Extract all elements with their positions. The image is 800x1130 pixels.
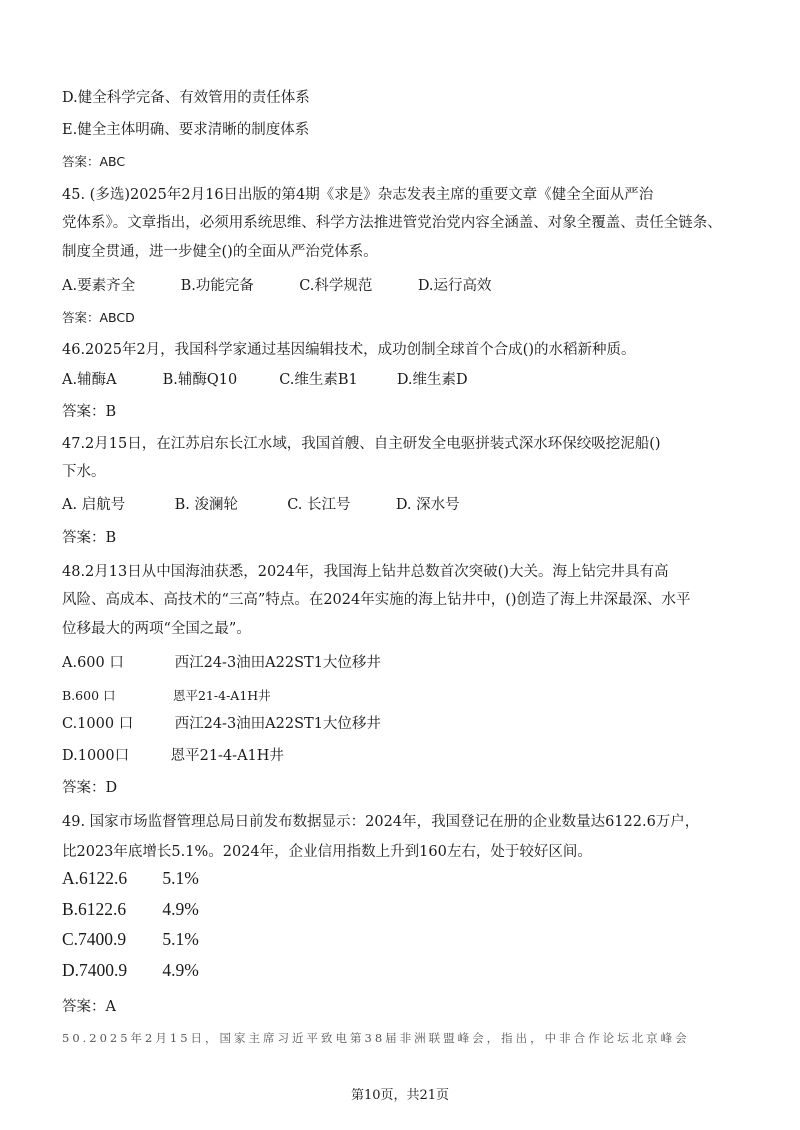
option-d-previous: D.健全科学完备、有效管用的责任体系: [62, 90, 310, 106]
option-b: B. 浚澜轮: [174, 497, 238, 513]
question-45-line2: 党体系》。文章指出，必须用系统思维、科学方法推进管党治党内容全涵盖、对象全覆盖、责任全链条、: [62, 215, 722, 231]
question-48-option-d: [62, 744, 284, 765]
option-d: D.维生素D: [396, 372, 468, 388]
option-a: A.辅酶A: [62, 372, 117, 388]
option-key: D.7400.9: [62, 960, 128, 980]
option-d: D. 深水号: [395, 497, 460, 513]
question-48-option-a: [62, 651, 381, 672]
question-45-line3: 制度全贯通，进一步健全()的全面从严治党体系。: [62, 244, 378, 260]
answer-45: 答案：ABCD: [62, 310, 135, 325]
option-c: C.维生素B1: [279, 372, 358, 388]
answer-44: 答案：ABC: [62, 154, 126, 169]
option-a: A.要素齐全: [62, 278, 136, 294]
option-b: B.功能完备: [180, 278, 254, 294]
option-key: B.600 口: [62, 688, 116, 703]
option-c: C. 长江号: [287, 497, 351, 513]
question-49-option-a: [62, 868, 199, 889]
option-key: A.600 口: [62, 655, 124, 671]
question-49-line1: 49. 国家市场监督管理总局日前发布数据显示：2024年，我国登记在册的企业数量达6122.6万户，: [62, 814, 700, 830]
question-50-line1: 50.2025年2月15日，国家主席习近平致电第38届非洲联盟峰会，指出，中非合作论坛北京峰会: [62, 1031, 690, 1045]
question-45-line1: 45. (多选)2025年2月16日出版的第4期《求是》杂志发表主席的重要文章《健全全面从严治: [62, 187, 654, 203]
option-a: A. 启航号: [62, 497, 126, 513]
question-47-line2: 下水。: [62, 464, 106, 480]
option-value: 5.1%: [162, 868, 199, 888]
question-46: 46.2025年2月，我国科学家通过基因编辑技术，成功创制全球首个合成()的水稻新种质。: [62, 342, 636, 358]
answer-48: 答案：D: [62, 780, 118, 796]
option-key: C.1000 口: [62, 716, 134, 732]
option-key: A.6122.6: [62, 868, 128, 888]
option-value: 恩平21-4-A1H井: [172, 688, 271, 703]
page-number-footer: 第10页，共21页: [350, 1088, 450, 1103]
option-value: 恩平21-4-A1H井: [170, 748, 284, 764]
option-e-previous: E.健全主体明确、要求清晰的制度体系: [62, 122, 310, 138]
question-47-options: [62, 493, 460, 514]
question-48-line3: 位移最大的两项“全国之最”。: [62, 621, 251, 637]
option-value: 5.1%: [162, 929, 199, 949]
question-48-option-c: [62, 712, 381, 733]
option-d: D.运行高效: [417, 278, 492, 294]
question-48-line1: 48.2月13日从中国海油获悉，2024年，我国海上钻井总数首次突破()大关。海上钻完井具有高: [62, 564, 669, 580]
answer-47: 答案：B: [62, 530, 117, 546]
option-value: 4.9%: [162, 899, 199, 919]
option-key: B.6122.6: [62, 899, 127, 919]
question-49-line2: 比2023年底增长5.1%。2024年，企业信用指数上升到160左右，处于较好区间。: [62, 844, 592, 860]
option-b: B.辅酶Q10: [162, 372, 238, 388]
question-45-options: [62, 274, 492, 295]
question-49-option-d: [62, 960, 199, 981]
option-key: D.1000口: [62, 748, 130, 764]
question-48-option-b: [62, 686, 271, 704]
question-46-options: [62, 368, 468, 389]
question-48-line2: 风险、高成本、高技术的“三高”特点。在2024年实施的海上钻井中，()创造了海上井深最深、水平: [62, 592, 691, 608]
option-value: 西江24-3油田A22ST1大位移井: [174, 655, 381, 671]
option-value: 4.9%: [162, 960, 199, 980]
option-c: C.科学规范: [299, 278, 373, 294]
answer-46: 答案：B: [62, 404, 117, 420]
question-49-option-c: [62, 929, 199, 950]
question-47-line1: 47.2月15日，在江苏启东长江水域，我国首艘、自主研发全电驱拼装式深水环保绞吸挖泥船(): [62, 436, 661, 452]
option-key: C.7400.9: [62, 929, 127, 949]
answer-49: 答案：A: [62, 999, 116, 1015]
option-value: 西江24-3油田A22ST1大位移井: [174, 716, 381, 732]
question-49-option-b: [62, 899, 199, 920]
